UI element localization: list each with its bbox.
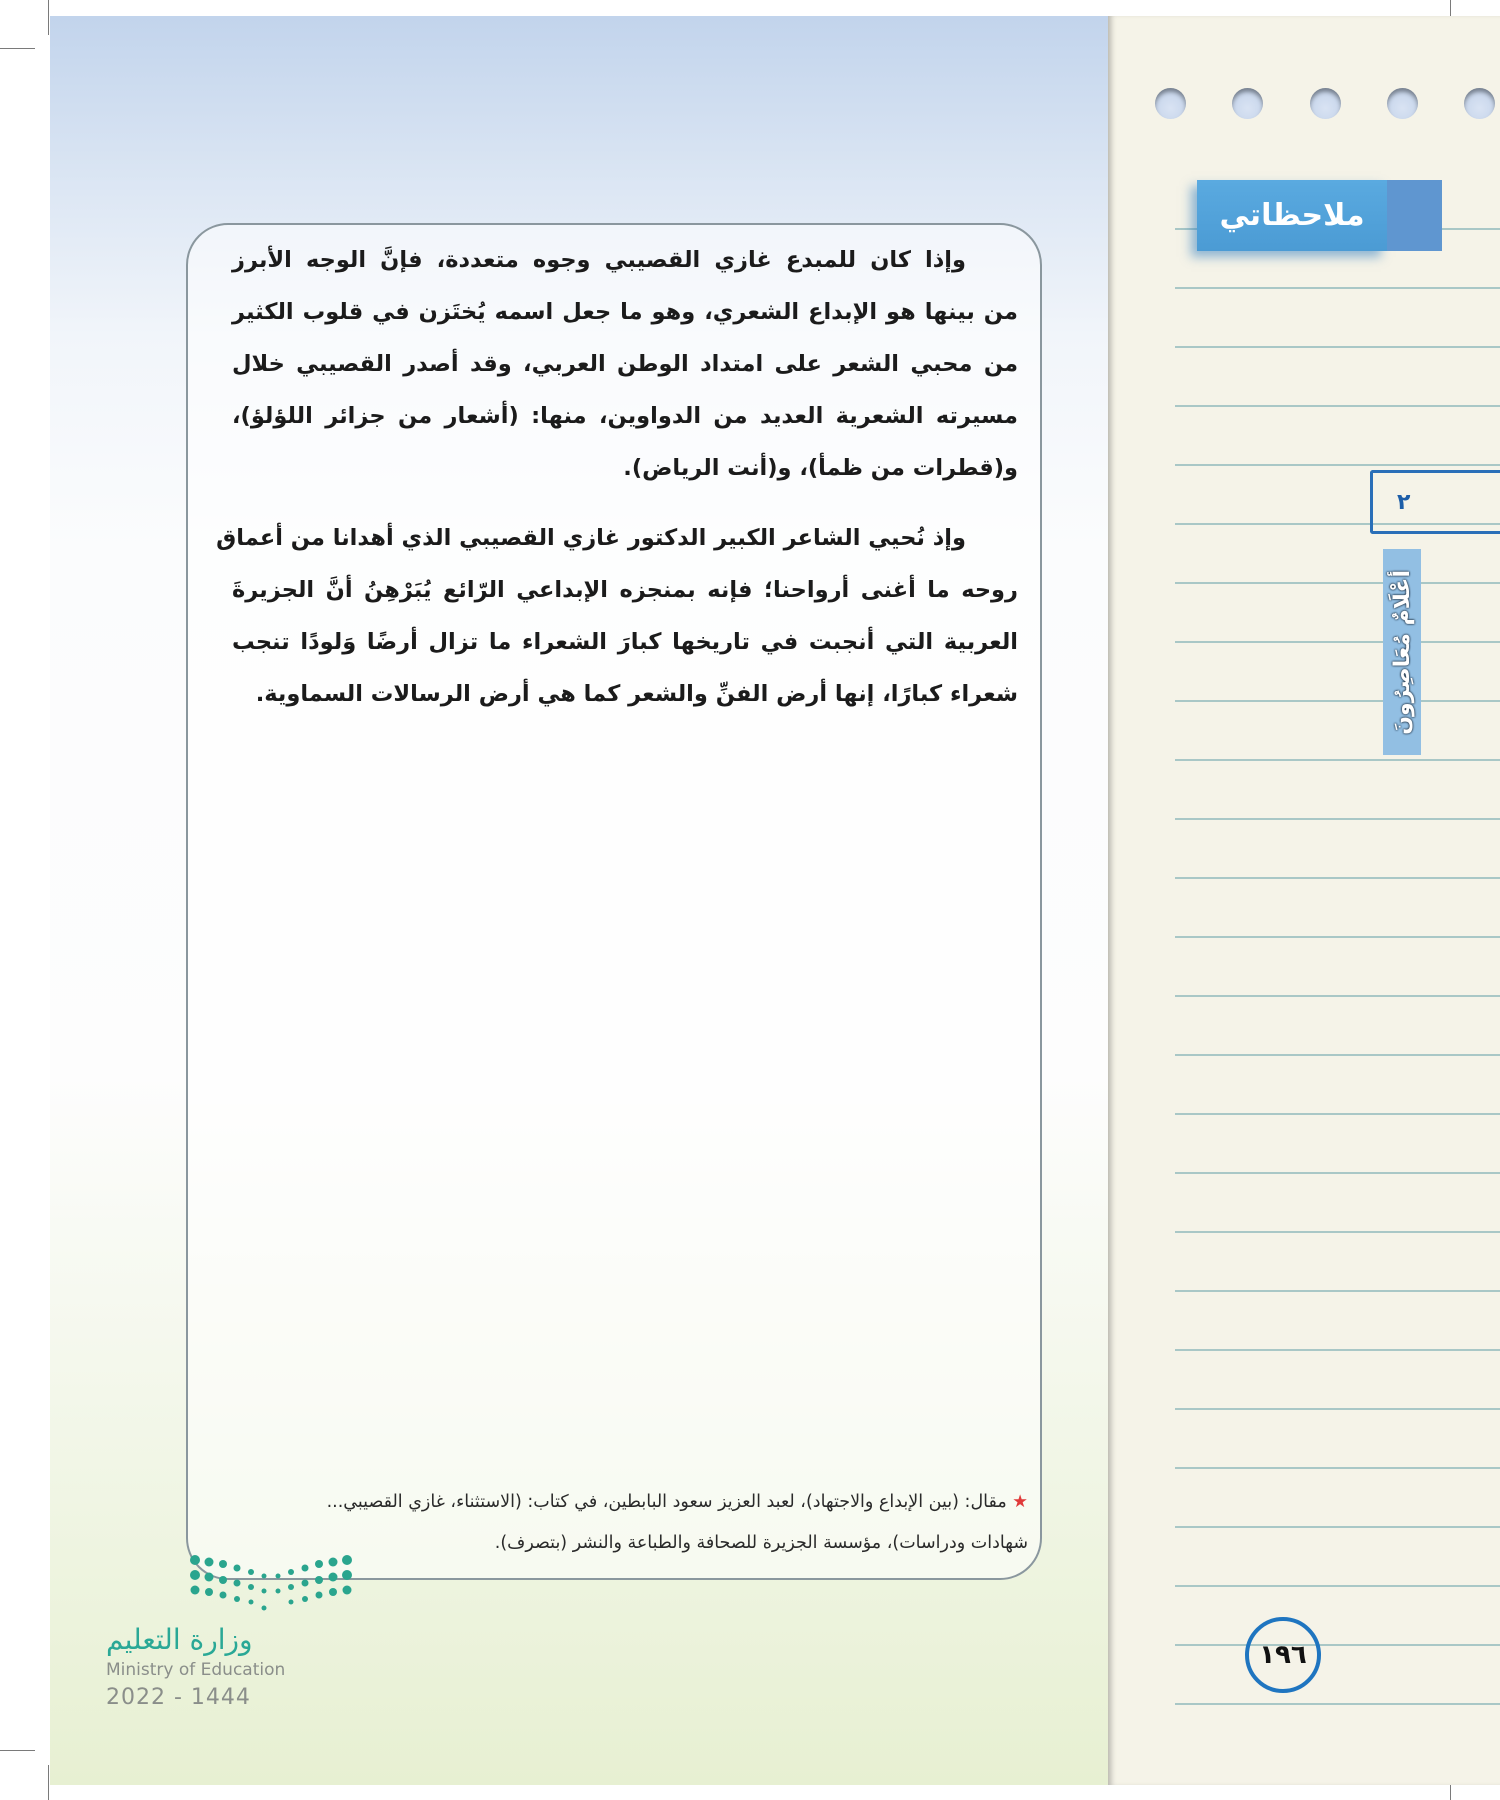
unit-number: ٢	[1397, 489, 1411, 515]
footnote	[200, 1482, 1028, 1564]
ruled-line	[1175, 1231, 1500, 1233]
ruled-line	[1175, 936, 1500, 938]
text-line: وإذا كان للمبدع غازي القصيبي وجوه متعددة، فإنَّ الوجه الأبرز	[232, 247, 966, 273]
ruled-line	[1175, 1585, 1500, 1587]
binder-hole-icon	[1155, 88, 1186, 119]
notes-title: ملاحظاتي	[1219, 198, 1365, 233]
text-line: روحه ما أغنى أرواحنا؛ فإنه بمنجزه الإبداعي الرّائع يُبَرْهِنُ أنَّ الجزيرةَ	[232, 577, 1018, 603]
ruled-line	[1175, 405, 1500, 407]
text-line: من محبي الشعر على امتداد الوطن العربي، وقد أصدر القصيبي خلال	[232, 351, 1018, 377]
ruled-line	[1175, 582, 1500, 584]
binder-holes	[1155, 88, 1495, 128]
footnote-line: مقال: (بين الإبداع والاجتهاد)، لعبد العزيز سعود البابطين، في كتاب: (الاستثناء، غازي القصيبي...	[326, 1492, 1007, 1512]
ruled-line	[1175, 1703, 1500, 1705]
ruled-line	[1175, 1467, 1500, 1469]
crop-mark	[0, 48, 35, 49]
footnote-line: شهادات ودراسات)، مؤسسة الجزيرة للصحافة والطباعة والنشر (بتصرف).	[494, 1533, 1028, 1553]
notes-sidebar	[1108, 16, 1500, 1785]
ruled-line	[1175, 287, 1500, 289]
unit-title-ribbon	[1383, 549, 1421, 755]
ministry-name-english: Ministry of Education	[106, 1660, 286, 1680]
edition-year: 2022 - 1444	[106, 1685, 251, 1710]
paragraph-2	[216, 512, 1018, 720]
ruled-line	[1175, 700, 1500, 702]
text-line: وإذ نُحيي الشاعر الكبير الدكتور غازي القصيبي الذي أهدانا من أعماق	[216, 525, 966, 551]
text-line: العربية التي أنجبت في تاريخها كبارَ الشعراء ما تزال أرضًا وَلودًا تنجب	[232, 629, 1018, 655]
ministry-logo-icon	[186, 1553, 356, 1613]
unit-title: أعْلَامٌ مُعَاصِرُونَ	[1389, 569, 1415, 735]
ruled-line	[1175, 818, 1500, 820]
ruled-line	[1175, 877, 1500, 879]
ministry-name-arabic: وزارة التعليم	[106, 1623, 253, 1656]
ruled-line	[1175, 641, 1500, 643]
ruled-line	[1175, 1172, 1500, 1174]
ruled-line	[1175, 464, 1500, 466]
binder-hole-icon	[1464, 88, 1495, 119]
ruled-line	[1175, 1408, 1500, 1410]
binder-hole-icon	[1387, 88, 1418, 119]
text-line: من بينها هو الإبداع الشعري، وهو ما جعل اسمه يُختَزن في قلوب الكثير	[232, 299, 1018, 325]
star-icon: ★	[1012, 1492, 1028, 1512]
notes-tab-end	[1387, 180, 1442, 251]
binder-hole-icon	[1232, 88, 1263, 119]
ruled-line	[1175, 1290, 1500, 1292]
crop-mark	[48, 0, 49, 35]
paragraph-1	[232, 234, 1018, 494]
notes-header-tab	[1197, 180, 1442, 251]
ruled-line	[1175, 1644, 1500, 1646]
ruled-line	[1175, 346, 1500, 348]
crop-mark	[0, 1750, 35, 1751]
text-line: و(قطرات من ظمأ)، و(أنت الرياض).	[623, 455, 1018, 481]
ruled-line	[1175, 1054, 1500, 1056]
text-line: مسيرته الشعرية العديد من الدواوين، منها: (أشعار من جزائر اللؤلؤ)،	[232, 403, 1018, 429]
text-line: شعراء كبارًا، إنها أرض الفنِّ والشعر كما هي أرض الرسالات السماوية.	[255, 681, 1018, 707]
ruled-line	[1175, 1113, 1500, 1115]
unit-number-box	[1370, 470, 1500, 534]
ruled-line	[1175, 1526, 1500, 1528]
ruled-line	[1175, 995, 1500, 997]
page-number: ١٩٦	[1245, 1617, 1321, 1693]
ruled-line	[1175, 759, 1500, 761]
binder-hole-icon	[1310, 88, 1341, 119]
ruled-line	[1175, 1349, 1500, 1351]
crop-mark	[48, 1765, 49, 1800]
